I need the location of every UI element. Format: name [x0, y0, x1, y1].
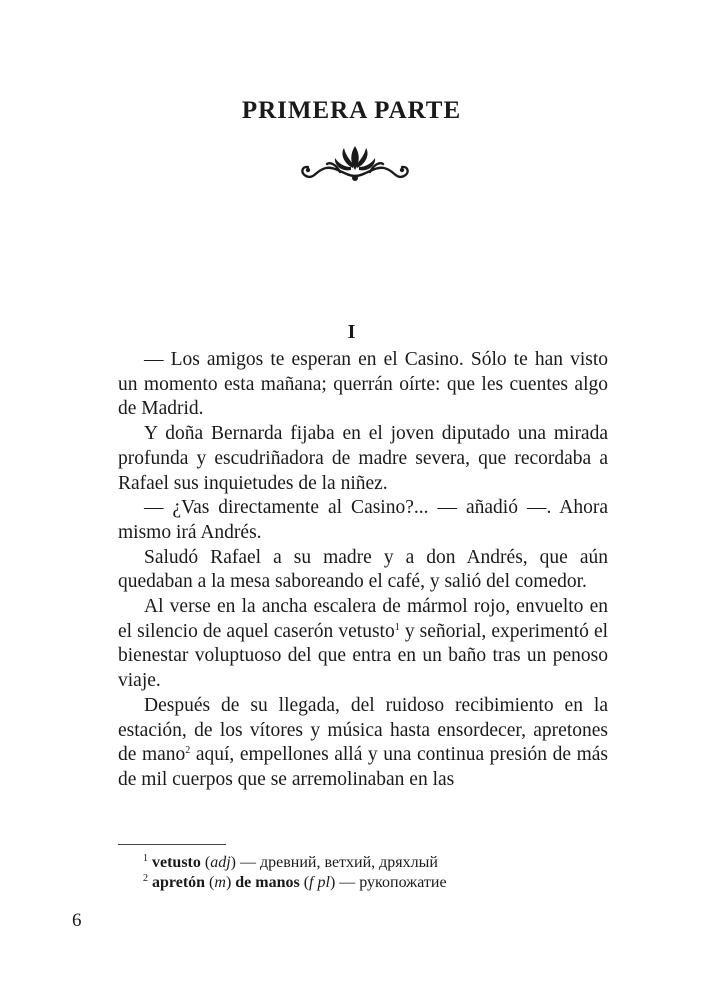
- paragraph: [118, 595, 608, 694]
- footnote-grammar: f pl: [309, 874, 330, 891]
- paragraph-text: aquí, empellones allá y una continua presión de más de mil cuerpos que se arremolinaban en las: [118, 744, 608, 790]
- paragraph: — Los amigos te esperan en el Casino. Sólo te han visto un momento esta mañana; querrán oírte: que les cuentes algo de Madrid.: [118, 349, 608, 420]
- paragraph-text: Después de su llegada, del ruidoso recibimiento en la estación, de los vítores y música hasta ensordecer, apretones de mano: [118, 694, 608, 766]
- footnote-translation: рукопожатие: [359, 874, 447, 891]
- chapter-number: I: [347, 321, 356, 343]
- paragraph: [118, 694, 608, 793]
- page-number: 6: [72, 910, 82, 931]
- footnote-translation: древний, ветхий, дряхлый: [260, 854, 438, 871]
- part-title: PRIMERA PARTE: [241, 97, 462, 124]
- paragraph: Y doña Bernarda fijaba en el joven diputado una mirada profunda y escudriñadora de madre severa, que recordaba a Rafael sus inquietudes de la niñez.: [118, 423, 608, 494]
- footnote-number: 2: [143, 873, 148, 884]
- footnote-term: vetusto: [152, 854, 201, 871]
- body-text: [118, 348, 608, 793]
- footnote-term: apretón: [152, 874, 206, 891]
- fleuron-ornament: [300, 142, 410, 184]
- footnote: $^1$ vetusto (adj) — древний, ветхий, дряхлый: [143, 853, 438, 871]
- paragraph-text: y señorial, experimentó el bienestar voluptuoso del que entra en un baño tras un penoso viaje.: [118, 620, 609, 692]
- footnote-number: 1: [143, 853, 148, 864]
- footnote-grammar: adj: [210, 854, 231, 871]
- footnote-grammar: m: [214, 874, 226, 891]
- footnotes: [143, 853, 613, 893]
- paragraph: Saludó Rafael a su madre y a don Andrés, que aún quedaban a la mesa saboreando el café, y salió del comedor.: [118, 546, 608, 593]
- footnote: $^2$ apretón (m) de manos (f pl) — рукопожатие: [143, 873, 447, 891]
- footnote-ref: 1: [394, 621, 400, 633]
- footnote-term: de manos: [235, 874, 300, 891]
- paragraph-text: Al verse en la ancha escalera de mármol rojo, envuelto en el silencio de aquel caserón vetusto: [118, 596, 608, 642]
- footnote-divider: [118, 844, 226, 845]
- footnote-ref: 2: [185, 745, 191, 757]
- paragraph: — ¿Vas directamente al Casino?... — añadió —. Ahora mismo irá Andrés.: [118, 497, 608, 543]
